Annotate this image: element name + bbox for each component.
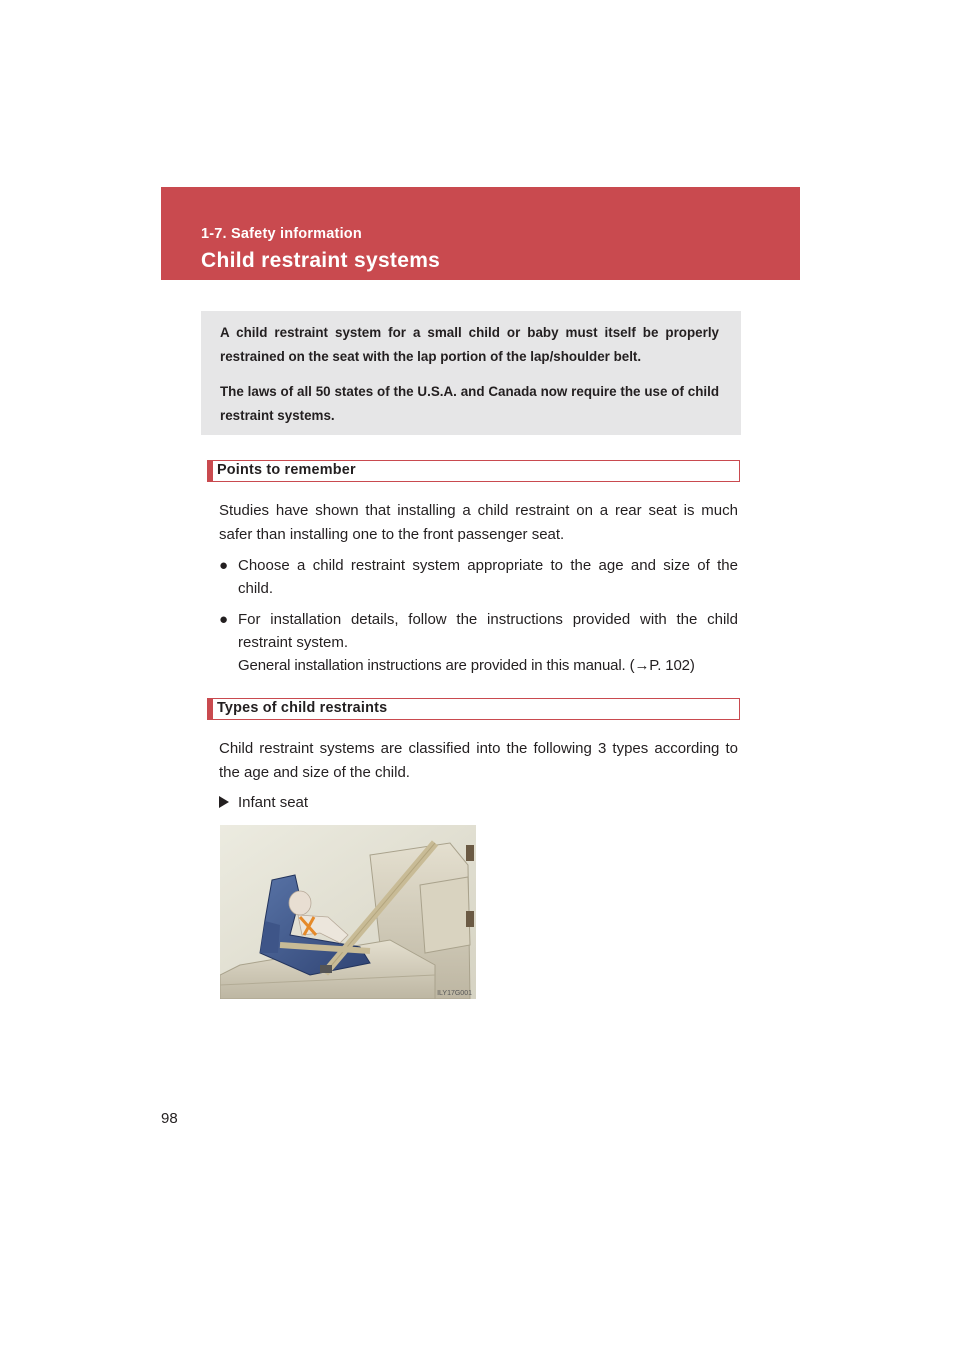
intro-paragraph-1: A child restraint system for a small child or baby must itself be properly restrained on the seat with the lap portion of the lap/shoulder belt. — [220, 325, 719, 364]
intro-paragraph-2: The laws of all 50 states of the U.S.A. and Canada now require the use of child restraint systems. — [220, 384, 719, 423]
types-body-text: Child restraint systems are classified into the following 3 types according to the age and size of the child. — [219, 740, 738, 781]
section-label: 1-7. Safety information — [201, 226, 362, 242]
bullet-text-2: For installation details, follow the instructions provided with the child restraint system. — [238, 611, 738, 651]
figure-code: ILY17G001 — [437, 990, 472, 997]
bullet-text-2-ref[interactable]: General installation instructions are provided in this manual. (→P. 102) — [238, 657, 695, 674]
type-item-infant — [219, 791, 308, 815]
infant-seat-svg — [220, 825, 476, 999]
page-number: 98 — [161, 1110, 178, 1127]
page-title: Child restraint systems — [201, 249, 441, 272]
type-item-infant-label: Infant seat — [238, 794, 309, 811]
section-header — [161, 187, 800, 280]
subheading-types-text: Types of child restraints — [217, 700, 388, 716]
points-body-text: Studies have shown that installing a child restraint on a rear seat is much safer than installing one to the front passenger seat. — [219, 502, 738, 543]
bullet-icon: ● — [219, 557, 229, 574]
subheading-types — [207, 698, 740, 720]
subheading-points-text: Points to remember — [217, 462, 356, 478]
points-body — [219, 499, 738, 547]
bullet-icon: ● — [219, 611, 229, 628]
bullet-item-1 — [219, 554, 738, 600]
types-body — [219, 737, 738, 785]
bullet-item-2 — [219, 608, 738, 677]
bullet-text-1: Choose a child restraint system appropriate to the age and size of the child. — [238, 557, 738, 597]
subheading-points — [207, 460, 740, 482]
infant-seat-illustration — [220, 825, 476, 999]
intro-box — [201, 311, 741, 435]
triangle-arrow-icon — [219, 796, 229, 808]
